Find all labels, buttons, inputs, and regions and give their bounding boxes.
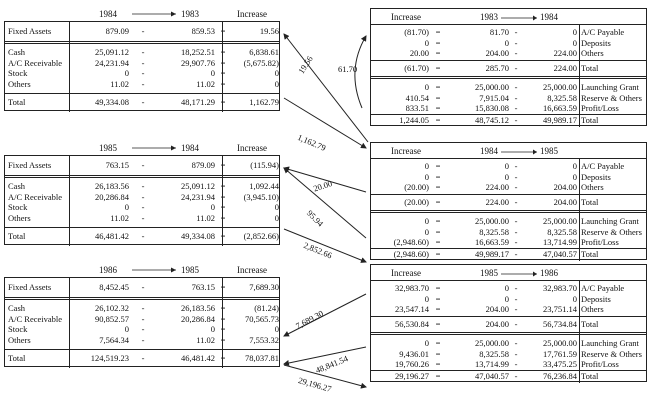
- equals-sign: =: [435, 37, 441, 48]
- equals-sign: =: [220, 353, 226, 363]
- value-previous: 46,481.42: [181, 353, 215, 363]
- equals-sign: =: [220, 97, 226, 107]
- value-increase: (61.70): [404, 63, 429, 73]
- equals-sign: =: [435, 82, 441, 92]
- equals-sign: =: [220, 231, 226, 241]
- minus-sign: -: [514, 283, 518, 293]
- value-current: 47,040.57: [543, 249, 577, 259]
- equals-sign: =: [220, 212, 226, 223]
- value-current: 879.09: [105, 26, 129, 36]
- equals-sign: =: [220, 26, 226, 36]
- value-increase: (3,945.10): [243, 191, 279, 202]
- row-label: Stock: [8, 324, 28, 334]
- minus-sign: -: [141, 78, 145, 89]
- row-label: Others: [581, 182, 604, 192]
- value-previous: 8,325.58: [479, 348, 509, 359]
- value-previous: 13,714.99: [475, 359, 509, 369]
- equals-sign: =: [435, 226, 441, 237]
- value-increase: 78,037.81: [245, 353, 279, 363]
- minus-sign: -: [514, 359, 518, 369]
- minus-sign: -: [514, 338, 518, 348]
- row-label: Reserve & Others: [581, 92, 642, 103]
- value-increase: 0: [424, 226, 429, 237]
- row-label: Others: [8, 212, 31, 223]
- row-label: Cash: [8, 303, 25, 313]
- row-label: Total: [8, 353, 26, 363]
- value-previous: 8,325.58: [479, 226, 509, 237]
- value-increase: (81.70): [404, 27, 429, 37]
- value-previous: 48,171.29: [181, 97, 215, 107]
- minus-sign: -: [141, 282, 145, 292]
- value-previous: 15,830.08: [475, 103, 509, 113]
- value-increase: 19.56: [259, 26, 279, 36]
- equals-sign: =: [435, 48, 441, 58]
- row-label: Total: [581, 319, 599, 329]
- value-current: 11.02: [110, 78, 129, 89]
- row-label: Profit/Loss: [581, 237, 619, 247]
- flow-amount-label: 20.00: [312, 178, 334, 194]
- row-label: Deposits: [581, 37, 611, 48]
- value-previous: 285.70: [485, 63, 509, 73]
- value-current: 0: [572, 293, 577, 304]
- equals-sign: =: [435, 359, 441, 369]
- value-increase: 19,760.26: [395, 359, 429, 369]
- row-label: Others: [8, 78, 31, 89]
- flow-amount-label: 61.70: [338, 64, 358, 74]
- value-previous: 859.53: [191, 26, 215, 36]
- value-current: 46,481.42: [95, 231, 129, 241]
- value-current: 32,983.70: [543, 283, 577, 293]
- equals-sign: =: [220, 191, 226, 202]
- minus-sign: -: [514, 216, 518, 226]
- minus-sign: -: [514, 92, 518, 103]
- row-label: Others: [581, 48, 604, 58]
- minus-sign: -: [514, 115, 518, 125]
- column-header: 1984: [181, 143, 199, 153]
- flow-amount-label: 19.56: [296, 53, 315, 76]
- equals-sign: =: [435, 371, 441, 381]
- value-current: 49,989.17: [543, 115, 577, 125]
- value-previous: 204.00: [485, 48, 509, 58]
- value-current: 8,325.58: [547, 92, 577, 103]
- value-current: 17,761.59: [543, 348, 577, 359]
- value-previous: 25,000.00: [475, 216, 509, 226]
- value-previous: 29,907.76: [181, 57, 215, 68]
- equals-sign: =: [435, 161, 441, 171]
- value-increase: 0: [424, 338, 429, 348]
- value-increase: (81.24): [254, 303, 279, 313]
- minus-sign: -: [141, 68, 145, 78]
- column-header: 1983: [181, 9, 199, 19]
- equals-sign: =: [435, 293, 441, 304]
- value-increase: 56,530.84: [395, 319, 429, 329]
- equals-sign: =: [220, 334, 226, 345]
- minus-sign: -: [514, 27, 518, 37]
- value-current: 0: [124, 324, 129, 334]
- minus-sign: -: [141, 97, 145, 107]
- equals-sign: =: [435, 92, 441, 103]
- row-label: Stock: [8, 68, 28, 78]
- value-current: 49,334.08: [95, 97, 129, 107]
- value-previous: 204.00: [485, 319, 509, 329]
- value-current: 224.00: [553, 48, 577, 58]
- row-label: Reserve & Others: [581, 226, 642, 237]
- value-current: 0: [124, 68, 129, 78]
- value-current: 0: [572, 27, 577, 37]
- value-previous: 763.15: [191, 282, 215, 292]
- minus-sign: -: [514, 82, 518, 92]
- column-header: 1985: [99, 143, 117, 153]
- value-current: 763.15: [105, 160, 129, 170]
- value-increase: 1,162.79: [249, 97, 279, 107]
- value-increase: 0: [424, 171, 429, 182]
- value-increase: 833.51: [405, 103, 429, 113]
- value-previous: 11.02: [196, 212, 215, 223]
- row-label: Reserve & Others: [581, 348, 642, 359]
- value-previous: 20,286.84: [181, 313, 215, 324]
- minus-sign: -: [141, 324, 145, 334]
- row-label: Total: [581, 249, 599, 259]
- equals-sign: =: [435, 237, 441, 247]
- value-current: 13,714.99: [543, 237, 577, 247]
- value-previous: 7,915.04: [479, 92, 509, 103]
- row-label: Total: [581, 115, 599, 125]
- equals-sign: =: [220, 68, 226, 78]
- value-increase: 0: [274, 212, 279, 223]
- value-previous: 224.00: [485, 197, 509, 207]
- value-increase: (115.94): [250, 160, 279, 170]
- row-label: A/C Payable: [581, 27, 625, 37]
- value-current: 8,325.58: [547, 226, 577, 237]
- row-label: A/C Receivable: [8, 313, 63, 324]
- column-header: 1986: [99, 265, 117, 275]
- row-label: Launching Grant: [581, 82, 639, 92]
- equals-sign: =: [435, 27, 441, 37]
- minus-sign: -: [141, 313, 145, 324]
- value-increase: 29,196.27: [395, 371, 429, 381]
- minus-sign: -: [514, 103, 518, 113]
- value-previous: 0: [504, 161, 509, 171]
- row-label: Stock: [8, 202, 28, 212]
- minus-sign: -: [141, 57, 145, 68]
- column-header: 1985: [181, 265, 199, 275]
- value-previous: 49,334.08: [181, 231, 215, 241]
- value-increase: (2,852.66): [243, 231, 279, 241]
- minus-sign: -: [141, 231, 145, 241]
- minus-sign: -: [514, 293, 518, 304]
- equals-sign: =: [220, 313, 226, 324]
- equals-sign: =: [220, 160, 226, 170]
- value-increase: 0: [274, 202, 279, 212]
- row-label: Others: [581, 304, 604, 314]
- equals-sign: =: [435, 115, 441, 125]
- value-increase: 0: [424, 293, 429, 304]
- value-previous: 49,989.17: [475, 249, 509, 259]
- minus-sign: -: [141, 26, 145, 36]
- minus-sign: -: [514, 304, 518, 314]
- value-previous: 25,000.00: [475, 338, 509, 348]
- value-current: 16,663.59: [543, 103, 577, 113]
- column-header: 1984: [540, 12, 558, 22]
- row-label: Total: [8, 97, 26, 107]
- value-previous: 879.09: [191, 160, 215, 170]
- column-header: Increase: [391, 12, 421, 22]
- value-previous: 25,091.12: [181, 181, 215, 191]
- value-previous: 0: [210, 68, 215, 78]
- flow-amount-label: 95.94: [304, 208, 326, 229]
- equals-sign: =: [435, 216, 441, 226]
- minus-sign: -: [141, 181, 145, 191]
- row-label: Cash: [8, 47, 25, 57]
- value-current: 76,236.84: [543, 371, 577, 381]
- minus-sign: -: [141, 303, 145, 313]
- equals-sign: =: [220, 181, 226, 191]
- value-increase: 0: [274, 324, 279, 334]
- value-previous: 204.00: [485, 304, 509, 314]
- minus-sign: -: [141, 212, 145, 223]
- value-current: 124,519.23: [90, 353, 129, 363]
- minus-sign: -: [514, 171, 518, 182]
- row-label: Deposits: [581, 171, 611, 182]
- value-current: 204.00: [553, 197, 577, 207]
- value-current: 23,751.14: [543, 304, 577, 314]
- row-label: Others: [8, 334, 31, 345]
- minus-sign: -: [141, 202, 145, 212]
- minus-sign: -: [514, 182, 518, 192]
- value-increase: 0: [274, 68, 279, 78]
- value-previous: 0: [210, 324, 215, 334]
- value-increase: 410.54: [405, 92, 429, 103]
- value-current: 0: [572, 161, 577, 171]
- value-increase: 23,547.14: [395, 304, 429, 314]
- value-current: 8,452.45: [99, 282, 129, 292]
- column-header: Increase: [391, 268, 421, 278]
- value-increase: 0: [424, 37, 429, 48]
- value-increase: (20.00): [404, 197, 429, 207]
- minus-sign: -: [514, 237, 518, 247]
- equals-sign: =: [435, 348, 441, 359]
- row-label: Deposits: [581, 293, 611, 304]
- minus-sign: -: [514, 226, 518, 237]
- value-increase: (5,675.82): [243, 57, 279, 68]
- value-current: 90,852.57: [95, 313, 129, 324]
- value-current: 26,102.32: [95, 303, 129, 313]
- value-increase: 7,553.32: [249, 334, 279, 345]
- column-header: Increase: [237, 9, 267, 19]
- column-header: 1983: [480, 12, 498, 22]
- column-header: 1984: [99, 9, 117, 19]
- value-increase: 6,838.61: [249, 47, 279, 57]
- value-current: 56,734.84: [543, 319, 577, 329]
- value-current: 33,475.25: [543, 359, 577, 369]
- value-current: 11.02: [110, 212, 129, 223]
- value-previous: 0: [504, 283, 509, 293]
- value-current: 25,000.00: [543, 338, 577, 348]
- equals-sign: =: [220, 324, 226, 334]
- row-label: Profit/Loss: [581, 103, 619, 113]
- minus-sign: -: [514, 197, 518, 207]
- minus-sign: -: [514, 37, 518, 48]
- equals-sign: =: [435, 249, 441, 259]
- equals-sign: =: [220, 303, 226, 313]
- row-label: Profit/Loss: [581, 359, 619, 369]
- equals-sign: =: [435, 63, 441, 73]
- flow-arrow: [284, 34, 368, 142]
- row-label: A/C Receivable: [8, 191, 63, 202]
- column-header: Increase: [391, 146, 421, 156]
- value-current: 0: [572, 37, 577, 48]
- minus-sign: -: [141, 191, 145, 202]
- value-previous: 0: [504, 171, 509, 182]
- value-increase: 9,436.01: [399, 348, 429, 359]
- value-increase: 0: [424, 82, 429, 92]
- column-header: 1985: [480, 268, 498, 278]
- value-previous: 224.00: [485, 182, 509, 192]
- minus-sign: -: [514, 348, 518, 359]
- column-header: 1985: [540, 146, 558, 156]
- value-previous: 47,040.57: [475, 371, 509, 381]
- flow-amount-label: 1,162.79: [296, 132, 328, 153]
- value-previous: 0: [504, 293, 509, 304]
- value-previous: 81.70: [489, 27, 509, 37]
- minus-sign: -: [141, 47, 145, 57]
- equals-sign: =: [435, 283, 441, 293]
- value-increase: 7,689.30: [249, 282, 279, 292]
- row-label: Launching Grant: [581, 216, 639, 226]
- value-increase: 20.00: [409, 48, 429, 58]
- column-header: Increase: [237, 143, 267, 153]
- equals-sign: =: [435, 338, 441, 348]
- minus-sign: -: [141, 353, 145, 363]
- value-current: 26,183.56: [95, 181, 129, 191]
- value-increase: 0: [424, 161, 429, 171]
- value-previous: 25,000.00: [475, 82, 509, 92]
- row-label: Fixed Assets: [8, 26, 52, 36]
- value-current: 25,000.00: [543, 82, 577, 92]
- column-header: 1986: [540, 268, 558, 278]
- flow-amount-label: 7,689.30: [294, 308, 325, 331]
- value-increase: (2,948.60): [393, 237, 429, 247]
- value-previous: 0: [504, 37, 509, 48]
- equals-sign: =: [435, 304, 441, 314]
- equals-sign: =: [220, 78, 226, 89]
- row-label: Total: [581, 371, 599, 381]
- row-label: Fixed Assets: [8, 282, 52, 292]
- value-previous: 0: [210, 202, 215, 212]
- value-current: 24,231.94: [95, 57, 129, 68]
- value-previous: 18,252.51: [181, 47, 215, 57]
- equals-sign: =: [220, 282, 226, 292]
- row-label: A/C Payable: [581, 283, 625, 293]
- value-current: 7,564.34: [99, 334, 129, 345]
- value-increase: (2,948.60): [393, 249, 429, 259]
- equals-sign: =: [435, 182, 441, 192]
- minus-sign: -: [514, 371, 518, 381]
- minus-sign: -: [514, 161, 518, 171]
- value-previous: 11.02: [196, 78, 215, 89]
- minus-sign: -: [514, 48, 518, 58]
- flow-amount-label: 48,841.54: [314, 353, 350, 376]
- value-current: 0: [572, 171, 577, 182]
- flow-arrow: [284, 294, 366, 336]
- minus-sign: -: [141, 160, 145, 170]
- minus-sign: -: [514, 63, 518, 73]
- column-header: Increase: [237, 265, 267, 275]
- value-previous: 26,183.56: [181, 303, 215, 313]
- value-current: 20,286.84: [95, 191, 129, 202]
- row-label: A/C Payable: [581, 161, 625, 171]
- row-label: Fixed Assets: [8, 160, 52, 170]
- value-previous: 24,231.94: [181, 191, 215, 202]
- row-label: Total: [581, 63, 599, 73]
- equals-sign: =: [435, 103, 441, 113]
- value-previous: 16,663.59: [475, 237, 509, 247]
- value-current: 204.00: [553, 182, 577, 192]
- row-label: A/C Receivable: [8, 57, 63, 68]
- flow-amount-label: 2,852.66: [302, 240, 334, 261]
- value-increase: (20.00): [404, 182, 429, 192]
- row-label: Total: [581, 197, 599, 207]
- value-current: 25,091.12: [95, 47, 129, 57]
- value-increase: 0: [424, 216, 429, 226]
- equals-sign: =: [220, 202, 226, 212]
- minus-sign: -: [141, 334, 145, 345]
- value-previous: 11.02: [196, 334, 215, 345]
- minus-sign: -: [514, 319, 518, 329]
- equals-sign: =: [220, 57, 226, 68]
- equals-sign: =: [435, 171, 441, 182]
- minus-sign: -: [514, 249, 518, 259]
- value-current: 224.00: [553, 63, 577, 73]
- value-increase: 32,983.70: [395, 283, 429, 293]
- row-label: Launching Grant: [581, 338, 639, 348]
- row-label: Cash: [8, 181, 25, 191]
- row-label: Total: [8, 231, 26, 241]
- value-previous: 48,745.12: [475, 115, 509, 125]
- value-increase: 1,244.05: [399, 115, 429, 125]
- value-current: 0: [124, 202, 129, 212]
- value-increase: 1,092.44: [249, 181, 279, 191]
- equals-sign: =: [220, 47, 226, 57]
- column-header: 1984: [480, 146, 498, 156]
- value-current: 25,000.00: [543, 216, 577, 226]
- flow-amount-label: 29,196.27: [297, 375, 333, 394]
- value-increase: 0: [274, 78, 279, 89]
- value-increase: 70,565.73: [245, 313, 279, 324]
- equals-sign: =: [435, 319, 441, 329]
- equals-sign: =: [435, 197, 441, 207]
